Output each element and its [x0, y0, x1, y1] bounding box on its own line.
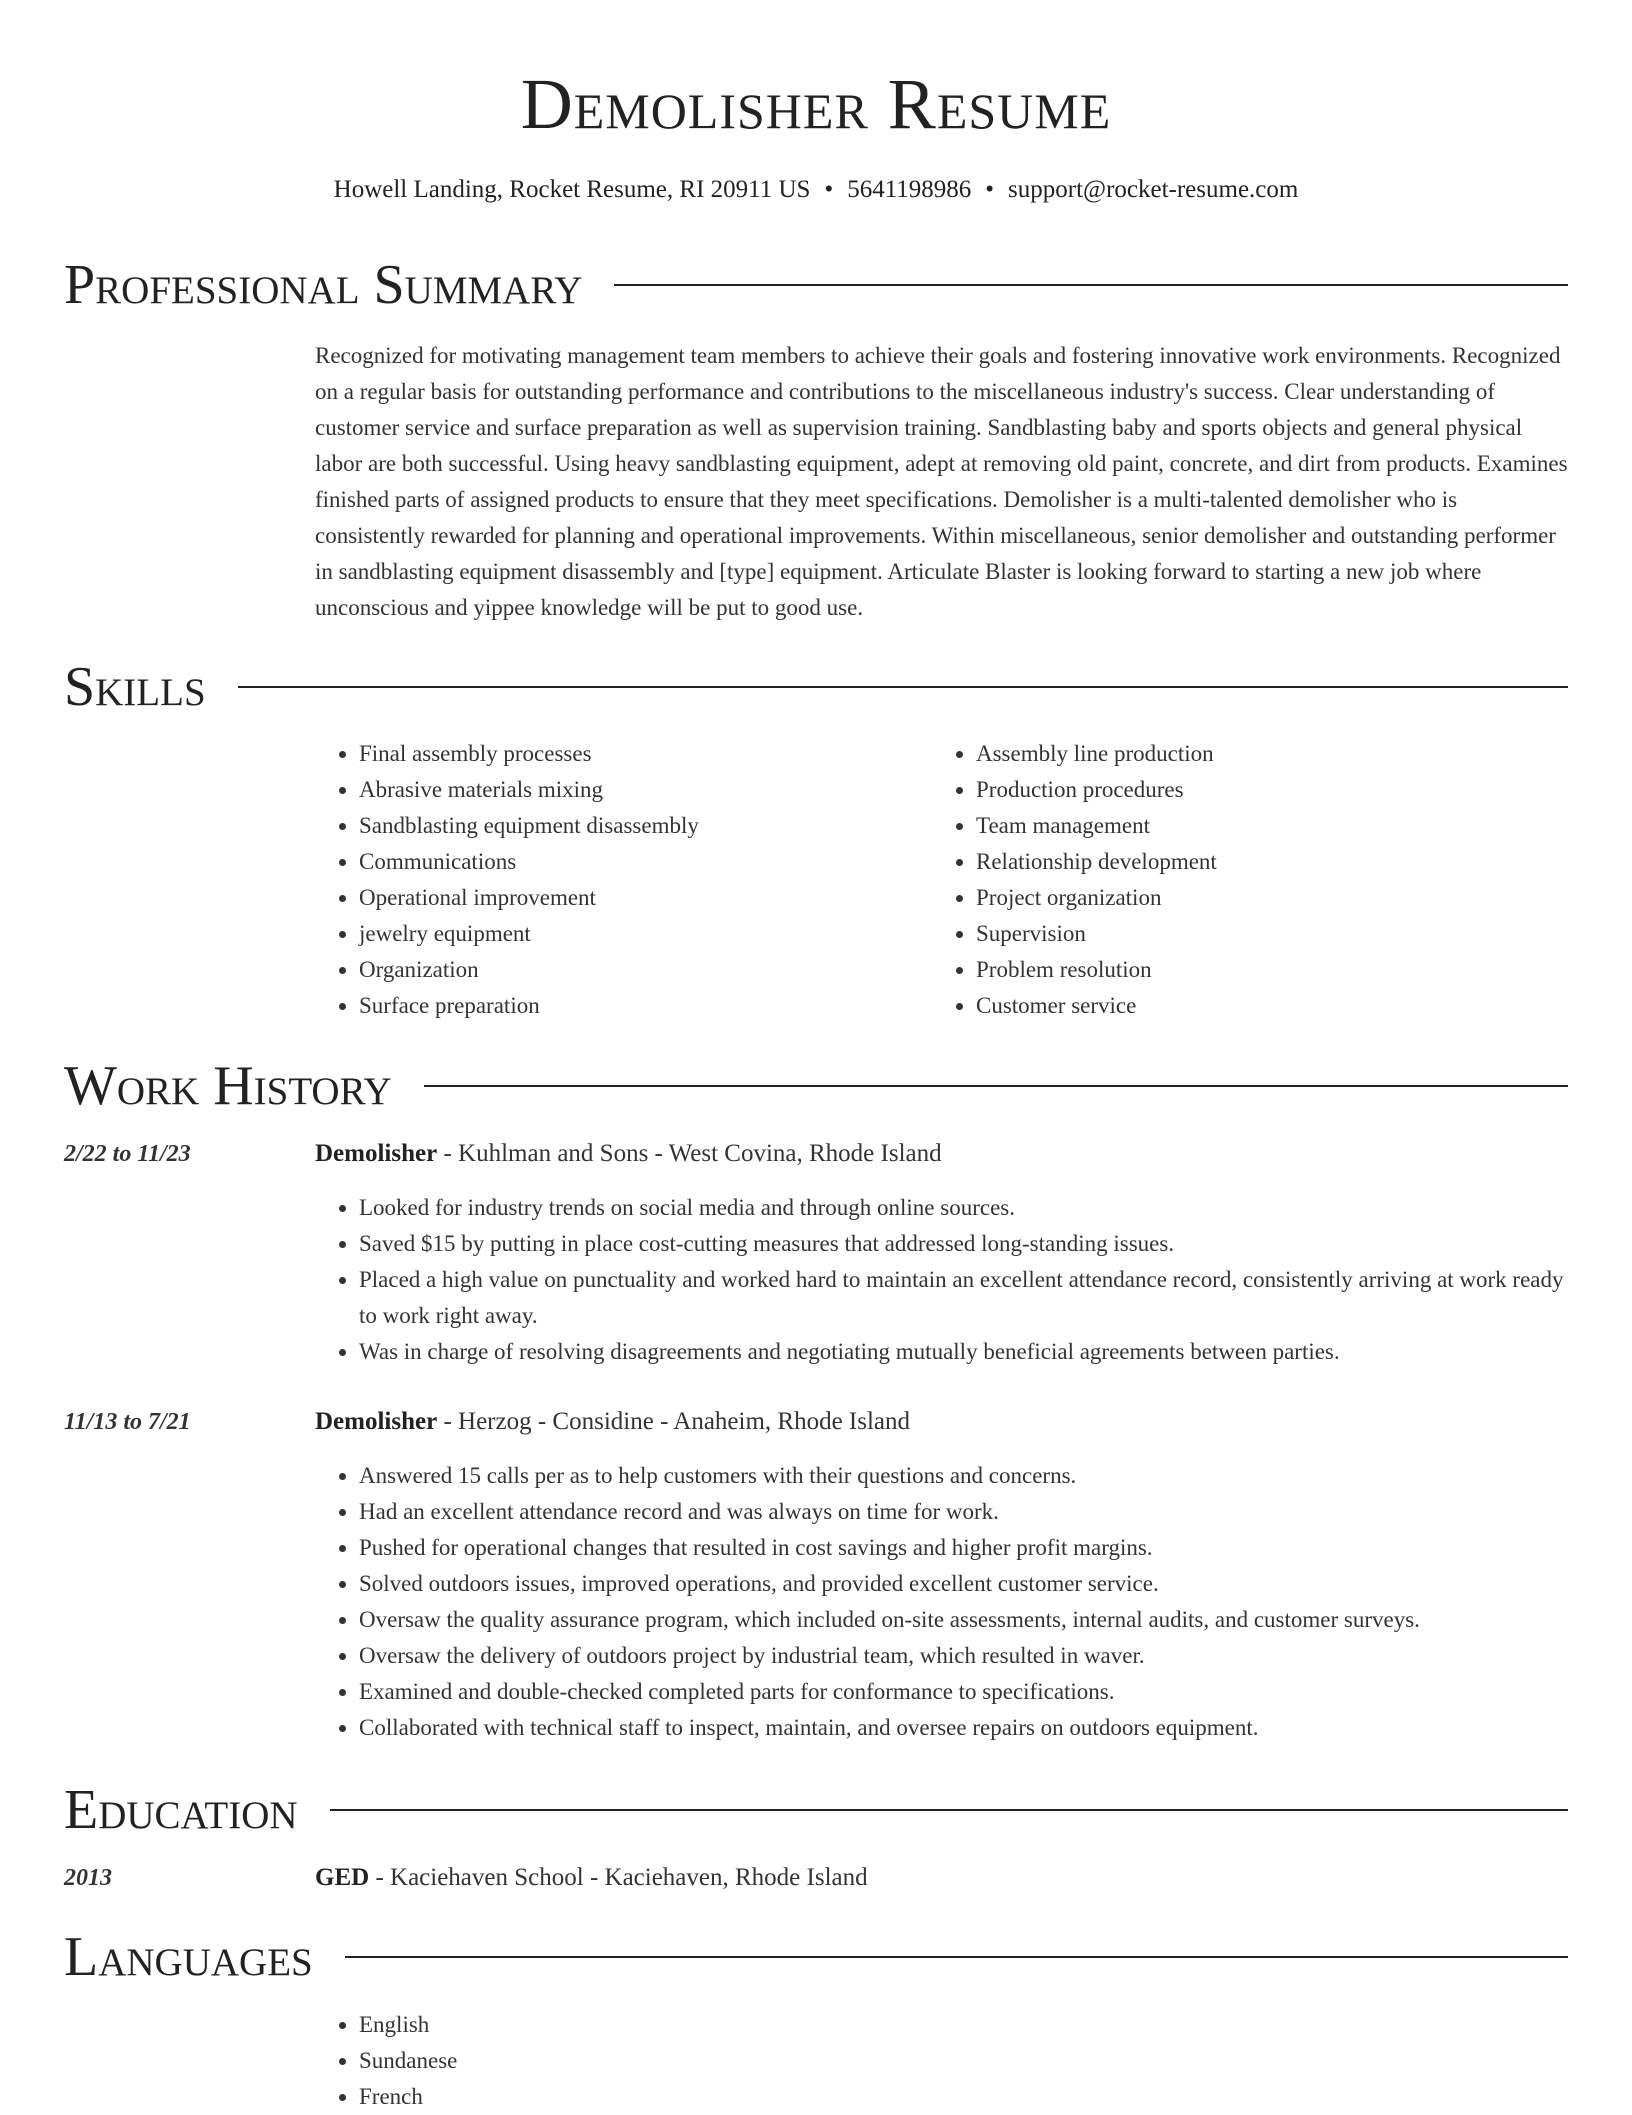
job-bullet: • Oversaw the delivery of outdoors project by industrial team, which resulted in waver.: [359, 1638, 1568, 1674]
education-year: 2013: [64, 1865, 112, 1891]
skill-item: • jewelry equipment: [359, 916, 932, 952]
job-employer: - Kuhlman and Sons - West Covina, Rhode Island: [437, 1140, 942, 1167]
skill-item: • Customer service: [976, 988, 1549, 1024]
skill-item: • Supervision: [976, 916, 1549, 952]
job-employer: - Herzog - Considine - Anaheim, Rhode Island: [437, 1408, 911, 1435]
skill-item: • Surface preparation: [359, 988, 932, 1024]
work-heading: Work History: [64, 1055, 392, 1117]
skills-column-left: [315, 736, 932, 1024]
education-heading: Education: [64, 1779, 298, 1841]
education-section-header: [64, 1775, 1568, 1845]
job-dates: 11/13 to 7/21: [64, 1409, 191, 1435]
languages-heading: Languages: [64, 1926, 313, 1988]
section-divider: [330, 1809, 1568, 1811]
contact-line: [64, 172, 1568, 208]
languages-list: [315, 2007, 1568, 2115]
section-divider: [424, 1085, 1568, 1087]
job-header: [315, 1136, 1568, 1172]
work-section-header: [64, 1051, 1568, 1121]
contact-separator: •: [824, 176, 834, 203]
skill-item: • Project organization: [976, 880, 1549, 916]
language-item: • Sundanese: [359, 2043, 1568, 2079]
summary-body: [315, 338, 1568, 626]
skill-item: • Problem resolution: [976, 952, 1549, 988]
education-school: - Kaciehaven School - Kaciehaven, Rhode Island: [369, 1864, 868, 1891]
summary-heading: Professional Summary: [64, 254, 583, 316]
skill-item: • Production procedures: [976, 772, 1549, 808]
skill-item: • Communications: [359, 844, 932, 880]
skills-column-right: [932, 736, 1549, 1024]
skill-item: • Organization: [359, 952, 932, 988]
skill-item: • Sandblasting equipment disassembly: [359, 808, 932, 844]
contact-email: support@rocket-resume.com: [1008, 176, 1299, 203]
job-bullet: • Placed a high value on punctuality and worked hard to maintain an excellent attendance record, consistently arriving at work ready to work right away.: [359, 1262, 1568, 1334]
summary-section-header: [64, 250, 1568, 320]
job-bullet: • Collaborated with technical staff to inspect, maintain, and oversee repairs on outdoors equipment.: [359, 1710, 1568, 1746]
job-bullet: • Solved outdoors issues, improved operations, and provided excellent customer service.: [359, 1566, 1568, 1602]
education-header: [315, 1860, 1568, 1896]
job-title: Demolisher: [315, 1408, 438, 1435]
education-degree: GED: [315, 1864, 370, 1891]
job-dates: 2/22 to 11/23: [64, 1141, 191, 1167]
education-entry: [315, 1860, 1568, 1914]
language-item: • English: [359, 2007, 1568, 2043]
contact-phone: 5641198986: [847, 176, 972, 203]
section-divider: [614, 284, 1568, 286]
job-bullet: • Was in charge of resolving disagreements and negotiating mutually beneficial agreements between parties.: [359, 1334, 1568, 1370]
skill-item: • Operational improvement: [359, 880, 932, 916]
section-divider: [238, 686, 1568, 688]
language-item: • French: [359, 2079, 1568, 2115]
job-bullet: • Had an excellent attendance record and was always on time for work.: [359, 1494, 1568, 1530]
job-entry: [315, 1404, 1568, 1746]
contact-separator: •: [985, 176, 995, 203]
summary-text: Recognized for motivating management team members to achieve their goals and fostering innovative work environments. Recognized on a regular basis for outstanding performance and contributions to the miscellaneous industry's success. Clear understanding of customer service and surface preparation as well as supervision training. Sandblasting baby and sports objects and general physical labor are both successful. Using heavy sandblasting equipment, adept at removing old paint, concrete, and dirt from products. Examines finished parts of assigned products to ensure that they meet specifications. Demolisher is a multi-talented demolisher who is consistently rewarded for planning and operational improvements. Within miscellaneous, senior demolisher and outstanding performer in sandblasting equipment disassembly and [type] equipment. Articulate Blaster is looking forward to starting a new job where unconscious and yippee knowledge will be put to good use.: [315, 343, 1568, 620]
job-bullets: [315, 1458, 1568, 1746]
skills-grid: [315, 736, 1568, 1024]
job-entry: [315, 1136, 1568, 1370]
skills-heading: Skills: [64, 656, 206, 718]
job-bullet: • Looked for industry trends on social media and through online sources.: [359, 1190, 1568, 1226]
job-bullet: • Pushed for operational changes that resulted in cost savings and higher profit margins.: [359, 1530, 1568, 1566]
job-bullet: • Examined and double-checked completed parts for conformance to specifications.: [359, 1674, 1568, 1710]
section-divider: [345, 1956, 1568, 1958]
job-bullet: • Oversaw the quality assurance program, which included on-site assessments, internal audits, and customer surveys.: [359, 1602, 1568, 1638]
skills-list-right: [932, 736, 1549, 1024]
skills-body: [315, 736, 1568, 1024]
languages-body: [315, 2007, 1568, 2115]
skill-item: • Final assembly processes: [359, 736, 932, 772]
skill-item: • Relationship development: [976, 844, 1549, 880]
skills-section-header: [64, 652, 1568, 722]
skill-item: • Abrasive materials mixing: [359, 772, 932, 808]
skill-item: • Team management: [976, 808, 1549, 844]
languages-section-header: [64, 1922, 1568, 1992]
job-bullet: • Saved $15 by putting in place cost-cutting measures that addressed long-standing issues.: [359, 1226, 1568, 1262]
contact-address: Howell Landing, Rocket Resume, RI 20911 US: [333, 176, 811, 203]
job-bullet: • Answered 15 calls per as to help customers with their questions and concerns.: [359, 1458, 1568, 1494]
skill-item: • Assembly line production: [976, 736, 1549, 772]
resume-title: Demolisher Resume: [520, 64, 1112, 144]
job-title: Demolisher: [315, 1140, 438, 1167]
job-header: [315, 1404, 1568, 1440]
skills-list-left: [315, 736, 932, 1024]
job-bullets: [315, 1190, 1568, 1370]
